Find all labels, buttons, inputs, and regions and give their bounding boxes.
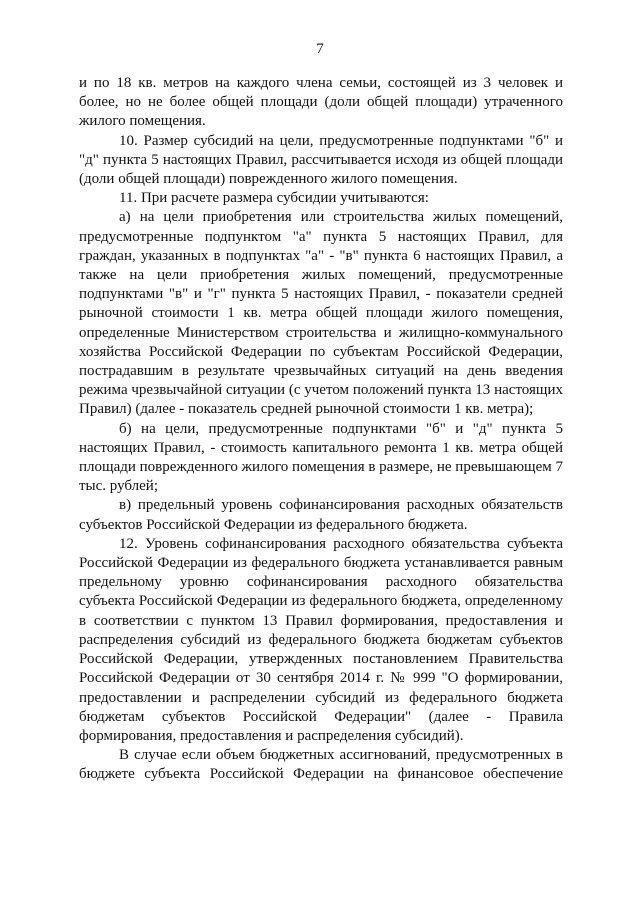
paragraph-item-10: 10. Размер субсидий на цели, предусмотренные подпунктами "б" и "д" пункта 5 настоящих Правил, рассчитывается исходя из общей площади (доли общей площади) поврежденного жилого помещения. [79,132,563,188]
paragraph-item-12: 12. Уровень софинансирования расходного обязательства субъекта Российской Федерации из федерального бюджета устанавливается равным предельному уровню софинансирования расходного обязательства субъекта Российской Федерации из федерального бюджета, определенному в соответствии с пунктом 13 Правил формирования, предоставления и распределения субсидий из федерального бюджета бюджетам субъектов Российской Федерации, утвержденных постановлением Правительства Российской Федерации от 30 сентября 2014 г. № 999 "О формировании, предоставлении и распределении субсидий из федерального бюджета бюджетам субъектов Российской Федерации" (далее - Правила формирования, предоставления и распределения субсидий). [79,535,563,744]
document-body [79,74,563,785]
paragraph-subitem-a: а) на цели приобретения или строительства жилых помещений, предусмотренные подпунктом "а" пункта 5 настоящих Правил, для граждан, указанных в подпунктах "а" - "в" пункта 6 настоящих Правил, а также на цели приобретения жилых помещений, предусмотренные подпунктами "в" и "г" пункта 5 настоящих Правил, - показатели средней рыночной стоимости 1 кв. метра общей площади жилого помещения, определенные Министерством строительства и жилищно-коммунального хозяйства Российской Федерации по субъектам Российской Федерации, пострадавшим в результате чрезвычайных ситуаций на день введения режима чрезвычайной ситуации (с учетом положений пункта 13 настоящих Правил) (далее - показатель средней рыночной стоимости 1 кв. метра); [79,209,563,418]
paragraph-budget-case: В случае если объем бюджетных ассигнований, предусмотренных в бюджете субъекта Российской Федерации на финансовое обеспечение [79,747,563,783]
page-number: 7 [316,41,324,57]
paragraph-subitem-b: б) на цели, предусмотренные подпунктами "б" и "д" пункта 5 настоящих Правил, - стоимость капитального ремонта 1 кв. метра общей площади поврежденного жилого помещения в размере, не превышающем 7 тыс. рублей; [79,420,563,495]
paragraph-subitem-v: в) предельный уровень софинансирования расходных обязательств субъектов Российской Федерации из федерального бюджета. [79,497,563,533]
paragraph-continuation: и по 18 кв. метров на каждого члена семьи, состоящей из 3 человек и более, но не более общей площади (доли общей площади) утраченного жилого помещения. [79,75,563,130]
paragraph-item-11: 11. При расчете размера субсидии учитываются: [119,190,429,207]
